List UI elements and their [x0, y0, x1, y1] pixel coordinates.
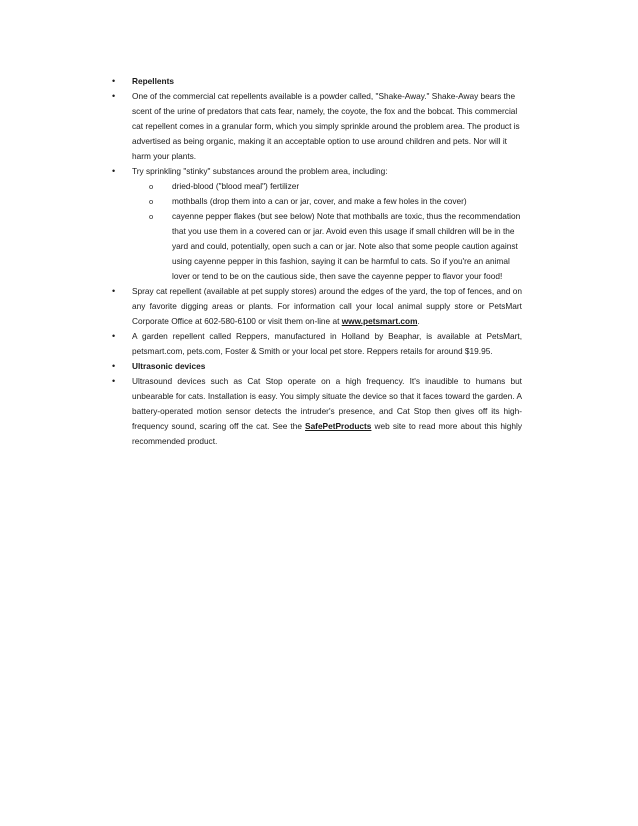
- shake-away-text: One of the commercial cat repellents available is a powder called, "Shake-Away." Shake-Away bears the scent of the urine of predators that cats fear, namely, the coyote, the fox and the bobcat. This commercial cat repellent comes in a granular form, which you simply sprinkle around the problem area. The product is advertised as being organic, making it an acceptable option to use around children and pets. Nor will it harm your plants.: [132, 91, 520, 161]
- stinky-intro-text: Try sprinkling "stinky" substances around the problem area, including:: [132, 166, 388, 176]
- spray-end: .: [417, 316, 420, 326]
- sub-list-item: o cayenne pepper flakes (but see below) Note that mothballs are toxic, thus the recommendation that you use them in a covered can or jar. Avoid even this usage if small children will be in the yard and could, potentially, open such a can or jar. Note also that some people caution against using cayenne pepper in this fashion, saying it can be harmful to cats. So if you're an animal lover or tend to be on the cautious side, then save the cayenne pepper to flavor your food!: [132, 209, 522, 284]
- repellents-heading: Repellents: [132, 76, 174, 86]
- list-item-stinky-substances: [112, 164, 522, 284]
- list-item-spray: [112, 284, 522, 329]
- reppers-text: A garden repellent called Reppers, manufactured in Holland by Beaphar, is available at PetsMart, petsmart.com, pets.com, Foster & Smith or your local pet store. Reppers retails for around $19.95.: [132, 331, 522, 356]
- list-item-ultrasound: [112, 374, 522, 449]
- list-item-repellents: [112, 74, 522, 89]
- list-item-reppers: [112, 329, 522, 359]
- list-item-ultrasonic: [112, 359, 522, 374]
- sub-list-item: o mothballs (drop them into a can or jar, cover, and make a few holes in the cover): [132, 194, 522, 209]
- bullet-list: [112, 74, 522, 449]
- sub-bullet-list: [132, 179, 522, 284]
- document-body: [112, 74, 522, 449]
- list-item-shake-away: [112, 89, 522, 164]
- petsmart-link[interactable]: www.petsmart.com: [341, 316, 418, 326]
- ultrasound-text: Ultrasound devices such as Cat Stop operate on a high frequency. It's inaudible to humans but unbearable for cats. Installation is easy. You simply situate the device so that it faces toward the garden. A battery-operated motion sensor detects the intruder's presence, and Cat Stop then gives off its high-frequency sound, scaring off the cat. See the: [132, 376, 522, 431]
- ultrasound-end: web site to read more about this highly recommended product.: [132, 421, 522, 446]
- sub-list-item: o dried-blood ("blood meal") fertilizer: [132, 179, 522, 194]
- spray-text: Spray cat repellent (available at pet supply stores) around the edges of the yard, the top of fences, and on any favorite digging areas or plants. For information call your local animal supply store or PetsMart Corporate Office at 602-580-6100 or visit them on-line at: [132, 286, 522, 326]
- ultrasonic-heading: Ultrasonic devices: [132, 361, 206, 371]
- safepetproducts-link[interactable]: SafePetProducts: [305, 421, 372, 431]
